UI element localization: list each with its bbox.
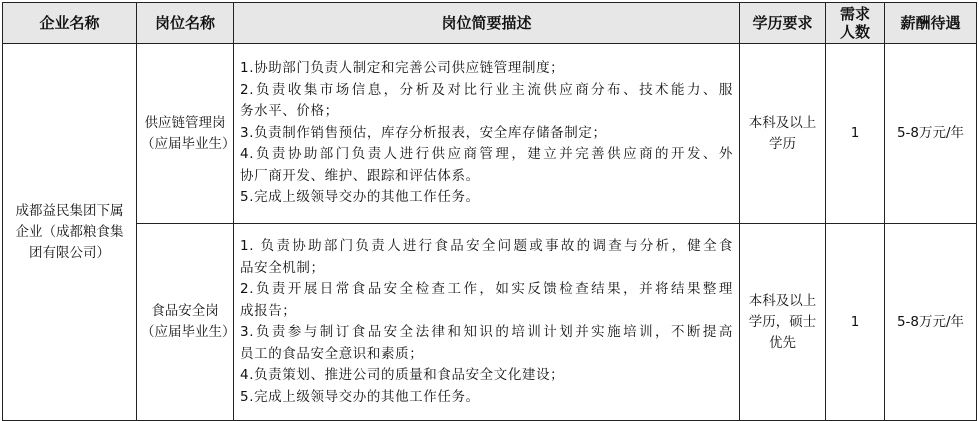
headcount-cell: 1	[826, 224, 885, 421]
description-line: 2.负责开展日常食品安全检查工作，如实反馈检查结果，并将结果整理	[240, 281, 733, 297]
description-line: 务水平、价格；	[240, 103, 339, 120]
salary-cell: 5-8万元/年	[885, 224, 977, 421]
description-line: 4.负责协助部门负责人进行供应商管理，建立并完善供应商的开发、外	[240, 146, 733, 163]
header-education: 学历要求	[740, 3, 826, 44]
header-headcount-line2: 人数	[839, 23, 870, 41]
position-cell: 食品安全岗（应届毕业生）	[137, 224, 234, 421]
description-cell	[234, 44, 740, 224]
header-row	[3, 3, 977, 44]
description-line: 品安全机制；	[240, 259, 325, 276]
description-line: 协厂商开发、维护、跟踪和评估体系。	[240, 167, 480, 184]
description-line: 4.负责策划、推进公司的质量和食品安全文化建设；	[240, 367, 565, 383]
description-cell	[234, 224, 740, 421]
job-table	[2, 2, 977, 421]
header-salary: 薪酬待遇	[885, 3, 977, 44]
header-headcount-line1: 需求	[839, 5, 870, 23]
header-position: 岗位名称	[137, 3, 234, 44]
header-company: 企业名称	[3, 3, 137, 44]
description-line: 3.负责制作销售预估，库存分析报表，安全库存储备制定；	[240, 124, 607, 141]
description-line: 员工的食品安全意识和素质；	[240, 345, 424, 362]
salary-cell: 5-8万元/年	[885, 44, 977, 224]
table-row	[3, 44, 977, 224]
education-cell: 本科及以上学历，硕士优先	[740, 224, 826, 421]
table-row	[3, 224, 977, 421]
description-line: 2.负责收集市场信息，分析及对比行业主流供应商分布、技术能力、服	[240, 81, 733, 98]
description-line: 1.协助部门负责人制定和完善公司供应链管理制度；	[240, 60, 565, 77]
description-line: 5.完成上级领导交办的其他工作任务。	[240, 388, 480, 405]
description-line: 3.负责参与制订食品安全法律和知识的培训计划并实施培训，不断提高	[240, 324, 733, 340]
header-headcount	[826, 3, 885, 44]
company-cell: 成都益民集团下属企业（成都粮食集团有限公司）	[3, 44, 137, 421]
description-line: 5.完成上级领导交办的其他工作任务。	[240, 189, 480, 206]
description-line: 1. 负责协助部门负责人进行食品安全问题或事故的调查与分析，健全食	[240, 238, 733, 254]
header-description: 岗位简要描述	[234, 3, 740, 44]
headcount-cell: 1	[826, 44, 885, 224]
education-cell: 本科及以上学历	[740, 44, 826, 224]
description-line: 成报告；	[240, 302, 297, 319]
position-cell: 供应链管理岗（应届毕业生）	[137, 44, 234, 224]
